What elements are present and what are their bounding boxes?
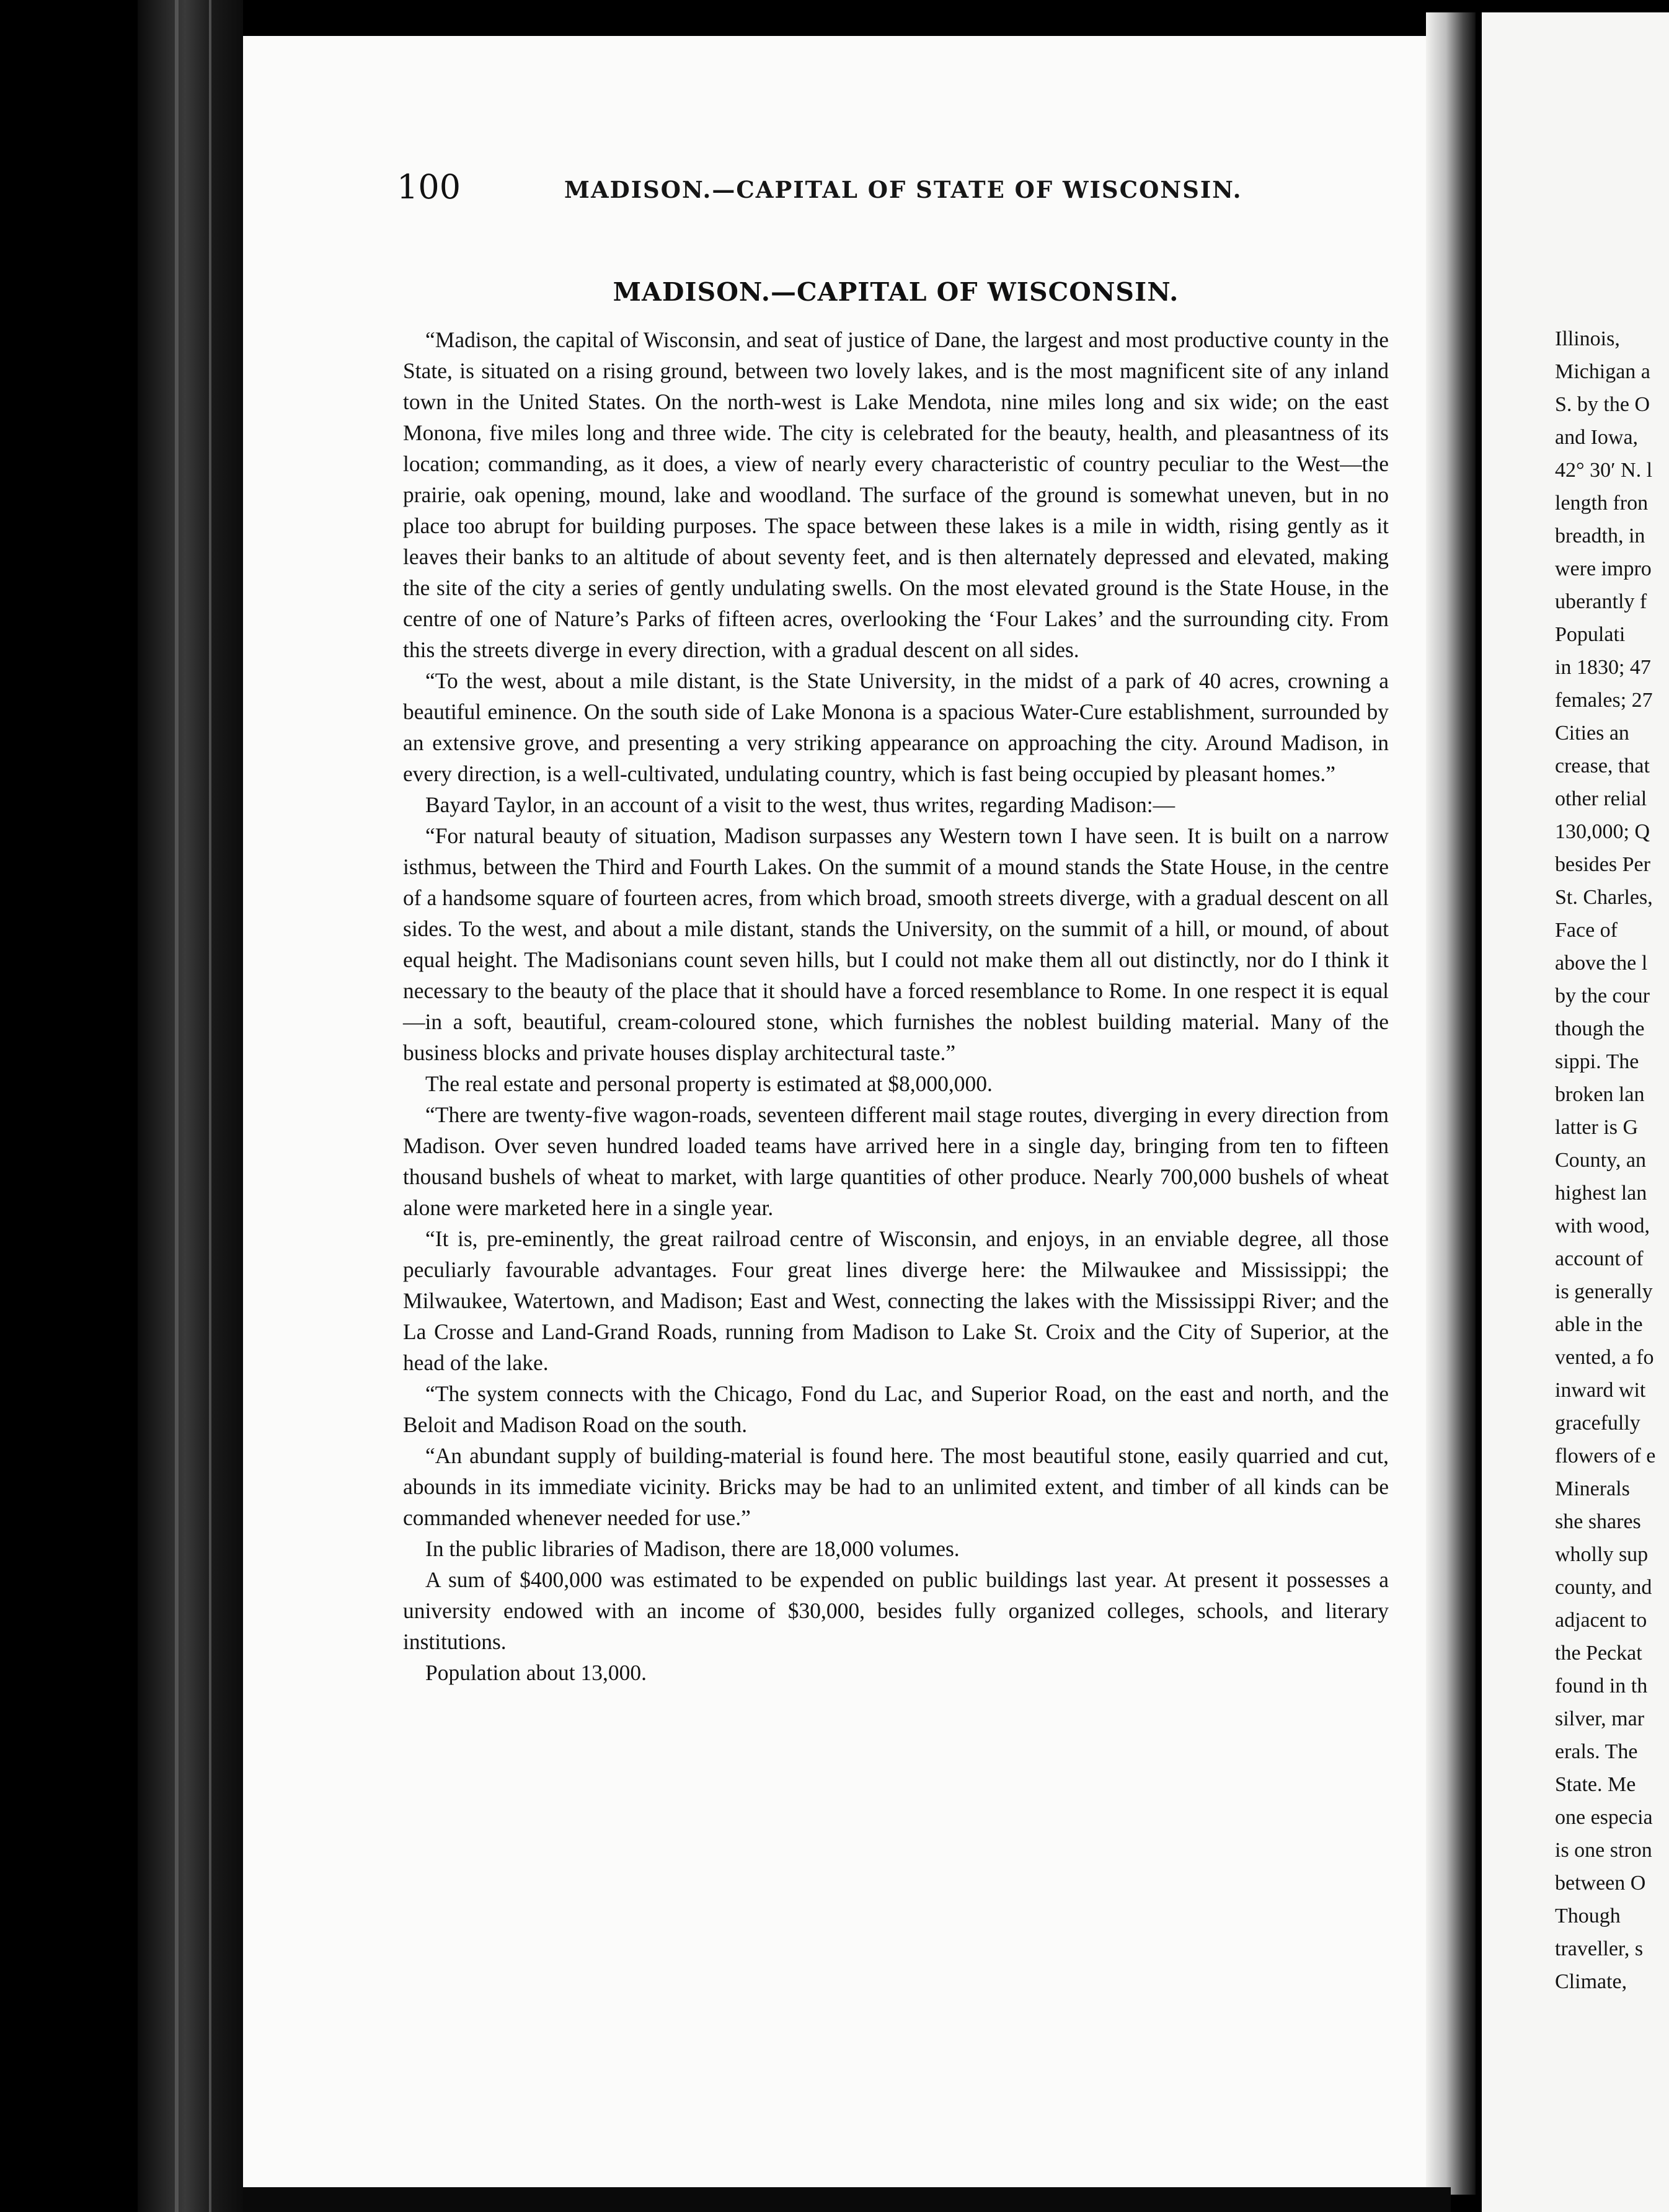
facing-page-line: erals. The [1555,1740,1638,1763]
facing-page-line: one especia [1555,1806,1653,1829]
facing-page-line: Though [1555,1905,1621,1927]
facing-page-line: is one stron [1555,1839,1652,1862]
facing-page-line: sippi. The [1555,1050,1639,1073]
paragraph: “Madison, the capital of Wisconsin, and seat of justice of Dane, the largest and most productive county in the State, is situated on a rising ground, between two lovely lakes, and is the most magnificent site of any inland town in the United States. On the north-west is Lake Mendota, nine miles long and six wide; on the east Monona, five miles long and three wide. The city is celebrated for the beauty, health, and pleasantness of its location; commanding, as it does, a view of nearly every characteristic of country peculiar to the West—the prairie, oak opening, mound, lake and woodland. The surface of the ground is somewhat uneven, but in no place too abrupt for building purposes. The space between these lakes is a mile in width, rising gently as it leaves their banks to an altitude of about seventy feet, and is then alternately depressed and elevated, making the site of the city a series of gently undulating swells. On the most elevated ground is the State House, in the centre of one of Nature’s Parks of fifteen acres, overlooking the ‘Four Lakes’ and the surrounding city. From this the streets diverge in every direction, with a gradual descent on all sides. [403,327,1389,662]
facing-page-line: other relial [1555,787,1647,810]
facing-page-line: Cities an [1555,722,1629,745]
paragraph: “It is, pre-eminently, the great railroad centre of Wisconsin, and enjoys, in an enviable degree, all those peculiarly favourable advantages. Four great lines diverge here: the Milwaukee and Mississippi; the Milwaukee, Watertown, and Madison; East and West, connecting the lakes with the Mississippi River; and the La Crosse and Land-Grand Roads, running from Madison to Lake St. Croix and the City of Superior, at the head of the lake. [403,1226,1389,1375]
facing-page-line: latter is G [1555,1116,1639,1139]
facing-page-line: above the l [1555,952,1648,975]
paragraph: “To the west, about a mile distant, is the State University, in the midst of a park of 40 acres, crowning a beautiful eminence. On the south side of Lake Monona is a spacious Water-Cure establishment, surrounded by an extensive grove, and presenting a very striking appearance on approaching the city. Around Madison, in every direction, is a well-cultivated, undulating country, which is fast being occupied by pleasant homes.” [403,668,1389,786]
paragraph: Bayard Taylor, in an account of a visit to the west, thus writes, regarding Madison:— [425,792,1175,817]
facing-page-line: broken lan [1555,1083,1645,1106]
facing-page-line: females; 27 [1555,689,1653,712]
facing-page-line: Minerals [1555,1477,1630,1500]
facing-page-line: though the [1555,1017,1645,1040]
article-body [403,324,1389,1688]
facing-page-line: found in th [1555,1674,1648,1697]
facing-page-line: St. Charles, [1555,886,1653,909]
facing-page-line: were impro [1555,557,1652,580]
page-header [397,167,1389,217]
facing-page-line: she shares [1555,1510,1641,1533]
facing-page-line: besides Per [1555,853,1650,876]
facing-page-line: 130,000; Q [1555,820,1650,843]
paragraph: “The system connects with the Chicago, Fond du Lac, and Superior Road, on the east and north, and the Beloit and Madison Road on the south. [403,1381,1389,1437]
facing-page-line: by the cour [1555,984,1650,1007]
facing-page-line: S. by the O [1555,393,1650,416]
paragraph: Population about 13,000. [425,1660,647,1685]
facing-page-line: flowers of e [1555,1444,1656,1467]
article-title: MADISON.—CAPITAL OF WISCONSIN. [613,277,1179,307]
facing-page-line: in 1830; 47 [1555,656,1651,679]
paragraph: The real estate and personal property is estimated at $8,000,000. [425,1071,993,1096]
facing-page-line: breadth, in [1555,524,1645,547]
page-gutter [1426,12,1476,2195]
page-number: 100 [397,167,461,206]
facing-page-line: State. Me [1555,1773,1636,1796]
facing-page-line: 42° 30′ N. l [1555,459,1653,482]
facing-page-line: uberantly f [1555,590,1647,613]
facing-page-line: traveller, s [1555,1937,1644,1960]
paragraph: “An abundant supply of building-material is found here. The most beautiful stone, easily quarried and cut, abounds in its immediate vicinity. Bricks may be had to an unlimited extent, and timber of all kinds can be commanded whenever needed for use.” [403,1443,1389,1530]
facing-page-line: Michigan a [1555,360,1650,383]
facing-page-line: vented, a fo [1555,1346,1654,1369]
paragraph: A sum of $400,000 was estimated to be expended on public buildings last year. At present it possesses a university endowed with an income of $30,000, besides fully organized colleges, schools, and literary institutions. [403,1567,1389,1654]
facing-page-line: adjacent to [1555,1609,1647,1632]
facing-page-line: length fron [1555,492,1649,515]
scan-border [243,2187,1451,2212]
facing-page-line: highest lan [1555,1182,1647,1205]
facing-page-line: Illinois, [1555,327,1620,350]
paragraph: In the public libraries of Madison, there are 18,000 volumes. [425,1536,960,1561]
facing-page-line: and Iowa, [1555,426,1639,449]
facing-page-line: wholly sup [1555,1543,1649,1566]
facing-page-line: between O [1555,1872,1646,1895]
facing-page-line: able in the [1555,1313,1643,1336]
facing-page-line: the Peckat [1555,1642,1642,1665]
running-head: MADISON.—CAPITAL OF STATE OF WISCONSIN. [564,176,1242,203]
facing-page-text [1555,322,1669,1998]
facing-page-line: silver, mar [1555,1707,1645,1730]
paragraph: “For natural beauty of situation, Madison surpasses any Western town I have seen. It is built on a narrow isthmus, between the Third and Fourth Lakes. On the summit of a mound stands the State House, in the centre of a handsome square of fourteen acres, from which broad, smooth streets diverge, with a gradual descent on all sides. To the west, and about a mile distant, stands the University, on the summit of a hill, or mound, of about equal height. The Madisonians count seven hills, but I could not make them all out distinctly, nor do I think it necessary to the beauty of the place that it should have a forced resemblance to Rome. In one respect it is equal—in a soft, beautiful, cream-coloured stone, which furnishes the noblest building material. Many of the business blocks and private houses display architectural taste.” [403,823,1389,1065]
facing-page-line: gracefully [1555,1412,1640,1435]
facing-page-line: with wood, [1555,1214,1650,1237]
facing-page-line: is generally [1555,1280,1653,1303]
facing-page-line: County, an [1555,1149,1647,1172]
facing-page-line: county, and [1555,1576,1652,1599]
facing-page-line: inward wit [1555,1379,1646,1402]
facing-page-line: crease, that [1555,754,1650,777]
facing-page-line: Populati [1555,623,1626,646]
facing-page-line: account of [1555,1247,1644,1270]
book-binding [138,0,243,2212]
facing-page-line: Face of [1555,919,1618,942]
paragraph: “There are twenty-five wagon-roads, seventeen different mail stage routes, diverging in every direction from Madison. Over seven hundred loaded teams have arrived here in a single day, bringing from ten to fifteen thousand bushels of wheat to market, with large quantities of other produce. Nearly 700,000 bushels of wheat alone were marketed here in a single year. [403,1102,1389,1220]
facing-page-line: Climate, [1555,1970,1627,1993]
